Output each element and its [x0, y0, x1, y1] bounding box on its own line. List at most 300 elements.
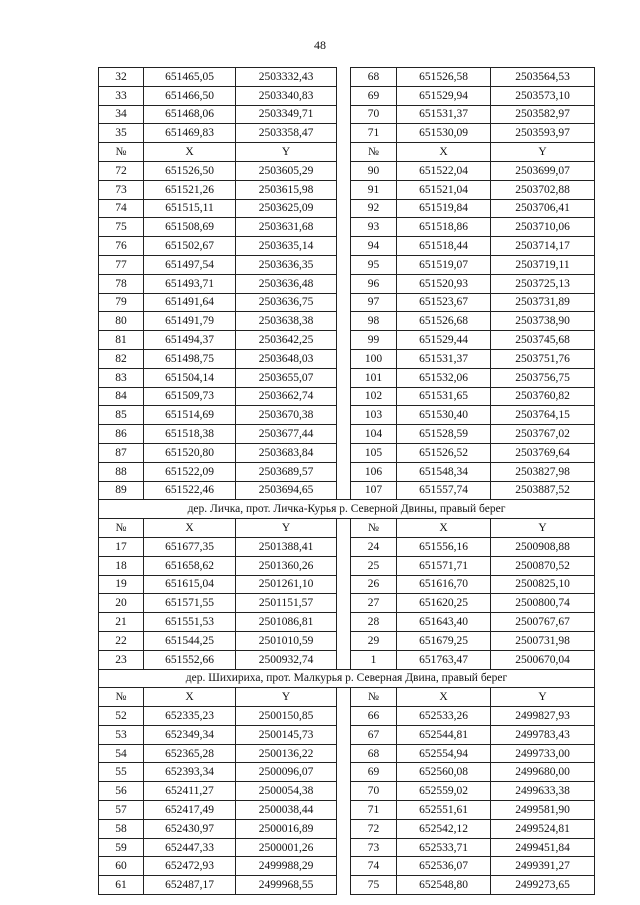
cell-right-y-coordinate: 2499733,00	[491, 744, 595, 763]
cell-right-y-coordinate: 2499391,27	[491, 857, 595, 876]
cell-right-y-coordinate: 2503706,41	[491, 199, 595, 218]
cell-right-y-coordinate: 2499633,38	[491, 782, 595, 801]
cell-right-point-number: 28	[351, 613, 397, 632]
cell-right-point-number: 97	[351, 293, 397, 312]
cell-left-y-coordinate: 2501261,10	[236, 575, 337, 594]
cell-left-y-coordinate: 2503670,38	[236, 406, 337, 425]
cell-left-x-coordinate: 652365,28	[144, 744, 236, 763]
cell-left-y-coordinate: 2500096,07	[236, 763, 337, 782]
cell-left-point-number: 79	[99, 293, 144, 312]
cell-right-x-coordinate: 651548,34	[397, 462, 491, 481]
cell-right-x-coordinate: 651557,74	[397, 481, 491, 500]
cell-right-y-coordinate: 2500767,67	[491, 613, 595, 632]
header-right-point-number: №	[351, 688, 397, 707]
cell-right-y-coordinate: 2503699,07	[491, 161, 595, 180]
cell-right-x-coordinate: 651530,09	[397, 124, 491, 143]
cell-right-y-coordinate: 2499451,84	[491, 838, 595, 857]
cell-right-point-number: 73	[351, 838, 397, 857]
column-gap	[337, 293, 351, 312]
cell-right-x-coordinate: 651763,47	[397, 650, 491, 669]
cell-right-y-coordinate: 2499783,43	[491, 725, 595, 744]
cell-right-y-coordinate: 2503593,97	[491, 124, 595, 143]
column-gap	[337, 161, 351, 180]
cell-right-y-coordinate: 2500870,52	[491, 556, 595, 575]
cell-right-y-coordinate: 2503827,98	[491, 462, 595, 481]
column-gap	[337, 68, 351, 87]
cell-right-x-coordinate: 651556,16	[397, 537, 491, 556]
cell-right-point-number: 98	[351, 312, 397, 331]
cell-right-y-coordinate: 2503745,68	[491, 331, 595, 350]
cell-left-y-coordinate: 2500150,85	[236, 707, 337, 726]
header-right-y-coordinate: Y	[491, 688, 595, 707]
cell-right-point-number: 105	[351, 443, 397, 462]
table-row	[99, 876, 595, 895]
header-right-point-number: №	[351, 519, 397, 538]
cell-right-y-coordinate: 2503764,15	[491, 406, 595, 425]
cell-left-y-coordinate: 2503605,29	[236, 161, 337, 180]
cell-left-point-number: 20	[99, 594, 144, 613]
cell-left-point-number: 22	[99, 631, 144, 650]
cell-right-x-coordinate: 652560,08	[397, 763, 491, 782]
cell-right-y-coordinate: 2499524,81	[491, 819, 595, 838]
cell-right-x-coordinate: 652536,07	[397, 857, 491, 876]
cell-left-y-coordinate: 2501086,81	[236, 613, 337, 632]
cell-left-y-coordinate: 2501010,59	[236, 631, 337, 650]
cell-right-y-coordinate: 2503714,17	[491, 237, 595, 256]
table-row	[99, 744, 595, 763]
table-row	[99, 556, 595, 575]
cell-right-point-number: 27	[351, 594, 397, 613]
cell-left-y-coordinate: 2503332,43	[236, 68, 337, 87]
section-title-row	[99, 500, 595, 519]
cell-left-point-number: 82	[99, 349, 144, 368]
cell-right-x-coordinate: 651679,25	[397, 631, 491, 650]
cell-right-x-coordinate: 651519,84	[397, 199, 491, 218]
column-gap	[337, 519, 351, 538]
table-row	[99, 707, 595, 726]
cell-right-x-coordinate: 652533,26	[397, 707, 491, 726]
header-left-y-coordinate: Y	[236, 519, 337, 538]
cell-left-point-number: 89	[99, 481, 144, 500]
cell-left-y-coordinate: 2500016,89	[236, 819, 337, 838]
cell-left-x-coordinate: 652447,33	[144, 838, 236, 857]
cell-left-point-number: 23	[99, 650, 144, 669]
cell-left-point-number: 73	[99, 180, 144, 199]
cell-right-point-number: 95	[351, 255, 397, 274]
header-left-y-coordinate: Y	[236, 143, 337, 162]
cell-left-point-number: 19	[99, 575, 144, 594]
cell-left-point-number: 83	[99, 368, 144, 387]
table-row	[99, 180, 595, 199]
section-title: дер. Личка, прот. Личка-Курья р. Северной Двины, правый берег	[99, 500, 595, 519]
cell-left-x-coordinate: 651504,14	[144, 368, 236, 387]
cell-left-x-coordinate: 651521,26	[144, 180, 236, 199]
cell-left-y-coordinate: 2500038,44	[236, 801, 337, 820]
table-row	[99, 293, 595, 312]
column-gap	[337, 199, 351, 218]
column-gap	[337, 443, 351, 462]
column-gap	[337, 876, 351, 895]
cell-left-point-number: 88	[99, 462, 144, 481]
table-row	[99, 594, 595, 613]
cell-left-x-coordinate: 651502,67	[144, 237, 236, 256]
header-row	[99, 688, 595, 707]
cell-left-x-coordinate: 651465,05	[144, 68, 236, 87]
cell-right-point-number: 26	[351, 575, 397, 594]
cell-left-point-number: 60	[99, 857, 144, 876]
cell-left-y-coordinate: 2500932,74	[236, 650, 337, 669]
cell-left-y-coordinate: 2503655,07	[236, 368, 337, 387]
table-row	[99, 199, 595, 218]
cell-left-x-coordinate: 652417,49	[144, 801, 236, 820]
cell-left-x-coordinate: 652335,23	[144, 707, 236, 726]
cell-right-x-coordinate: 651531,37	[397, 105, 491, 124]
cell-right-y-coordinate: 2499273,65	[491, 876, 595, 895]
cell-right-x-coordinate: 651643,40	[397, 613, 491, 632]
column-gap	[337, 594, 351, 613]
table-row	[99, 124, 595, 143]
cell-left-point-number: 72	[99, 161, 144, 180]
cell-right-x-coordinate: 651523,67	[397, 293, 491, 312]
column-gap	[337, 387, 351, 406]
cell-right-x-coordinate: 651522,04	[397, 161, 491, 180]
cell-right-point-number: 66	[351, 707, 397, 726]
cell-right-y-coordinate: 2503887,52	[491, 481, 595, 500]
column-gap	[337, 462, 351, 481]
cell-right-y-coordinate: 2500908,88	[491, 537, 595, 556]
header-left-x-coordinate: X	[144, 519, 236, 538]
cell-right-x-coordinate: 651616,70	[397, 575, 491, 594]
column-gap	[337, 763, 351, 782]
cell-left-y-coordinate: 2500136,22	[236, 744, 337, 763]
cell-right-point-number: 74	[351, 857, 397, 876]
table-row	[99, 387, 595, 406]
cell-left-x-coordinate: 652393,34	[144, 763, 236, 782]
column-gap	[337, 406, 351, 425]
cell-right-point-number: 24	[351, 537, 397, 556]
cell-right-y-coordinate: 2503702,88	[491, 180, 595, 199]
cell-left-y-coordinate: 2503615,98	[236, 180, 337, 199]
header-right-point-number: №	[351, 143, 397, 162]
cell-right-y-coordinate: 2500800,74	[491, 594, 595, 613]
cell-left-x-coordinate: 651497,54	[144, 255, 236, 274]
table-row	[99, 368, 595, 387]
cell-left-x-coordinate: 651551,53	[144, 613, 236, 632]
cell-right-point-number: 71	[351, 124, 397, 143]
cell-left-y-coordinate: 2501151,57	[236, 594, 337, 613]
table-row	[99, 575, 595, 594]
table-row	[99, 763, 595, 782]
cell-left-y-coordinate: 2503694,65	[236, 481, 337, 500]
cell-right-y-coordinate: 2503582,97	[491, 105, 595, 124]
column-gap	[337, 237, 351, 256]
cell-left-x-coordinate: 651469,83	[144, 124, 236, 143]
column-gap	[337, 255, 351, 274]
table-row	[99, 838, 595, 857]
header-right-y-coordinate: Y	[491, 519, 595, 538]
cell-left-point-number: 52	[99, 707, 144, 726]
cell-right-x-coordinate: 651519,07	[397, 255, 491, 274]
cell-right-point-number: 103	[351, 406, 397, 425]
cell-left-point-number: 77	[99, 255, 144, 274]
cell-left-x-coordinate: 651615,04	[144, 575, 236, 594]
table-row	[99, 406, 595, 425]
table-row	[99, 425, 595, 444]
column-gap	[337, 631, 351, 650]
column-gap	[337, 180, 351, 199]
cell-left-x-coordinate: 651518,38	[144, 425, 236, 444]
cell-left-x-coordinate: 651552,66	[144, 650, 236, 669]
column-gap	[337, 801, 351, 820]
table-row	[99, 801, 595, 820]
cell-right-x-coordinate: 651526,52	[397, 443, 491, 462]
cell-right-x-coordinate: 651620,25	[397, 594, 491, 613]
cell-right-point-number: 69	[351, 86, 397, 105]
header-right-x-coordinate: X	[397, 688, 491, 707]
cell-right-point-number: 69	[351, 763, 397, 782]
cell-left-x-coordinate: 651493,71	[144, 274, 236, 293]
cell-right-y-coordinate: 2503767,02	[491, 425, 595, 444]
cell-left-x-coordinate: 651522,09	[144, 462, 236, 481]
cell-right-point-number: 29	[351, 631, 397, 650]
cell-right-x-coordinate: 651520,93	[397, 274, 491, 293]
cell-right-y-coordinate: 2499581,90	[491, 801, 595, 820]
column-gap	[337, 650, 351, 669]
page-number: 48	[314, 38, 326, 52]
cell-left-y-coordinate: 2500145,73	[236, 725, 337, 744]
cell-right-x-coordinate: 652533,71	[397, 838, 491, 857]
column-gap	[337, 688, 351, 707]
header-right-x-coordinate: X	[397, 519, 491, 538]
header-row	[99, 143, 595, 162]
cell-right-point-number: 93	[351, 218, 397, 237]
cell-left-x-coordinate: 651677,35	[144, 537, 236, 556]
table-row	[99, 613, 595, 632]
cell-left-y-coordinate: 2503677,44	[236, 425, 337, 444]
cell-left-y-coordinate: 2503662,74	[236, 387, 337, 406]
header-right-y-coordinate: Y	[491, 143, 595, 162]
column-gap	[337, 331, 351, 350]
header-left-point-number: №	[99, 519, 144, 538]
column-gap	[337, 744, 351, 763]
cell-right-x-coordinate: 651529,94	[397, 86, 491, 105]
cell-left-x-coordinate: 651509,73	[144, 387, 236, 406]
cell-left-point-number: 53	[99, 725, 144, 744]
cell-right-x-coordinate: 652542,12	[397, 819, 491, 838]
cell-right-point-number: 72	[351, 819, 397, 838]
column-gap	[337, 312, 351, 331]
cell-left-y-coordinate: 2503349,71	[236, 105, 337, 124]
cell-right-y-coordinate: 2503756,75	[491, 368, 595, 387]
cell-right-point-number: 70	[351, 782, 397, 801]
column-gap	[337, 556, 351, 575]
cell-left-x-coordinate: 651658,62	[144, 556, 236, 575]
cell-right-x-coordinate: 652559,02	[397, 782, 491, 801]
cell-right-point-number: 107	[351, 481, 397, 500]
cell-left-point-number: 75	[99, 218, 144, 237]
cell-left-y-coordinate: 2499988,29	[236, 857, 337, 876]
cell-right-y-coordinate: 2503573,10	[491, 86, 595, 105]
cell-right-point-number: 94	[351, 237, 397, 256]
cell-left-point-number: 32	[99, 68, 144, 87]
cell-left-point-number: 81	[99, 331, 144, 350]
column-gap	[337, 105, 351, 124]
cell-right-point-number: 101	[351, 368, 397, 387]
column-gap	[337, 124, 351, 143]
cell-right-point-number: 106	[351, 462, 397, 481]
header-row	[99, 519, 595, 538]
column-gap	[337, 575, 351, 594]
cell-left-x-coordinate: 652411,27	[144, 782, 236, 801]
cell-right-x-coordinate: 651530,40	[397, 406, 491, 425]
cell-left-point-number: 76	[99, 237, 144, 256]
cell-left-point-number: 34	[99, 105, 144, 124]
cell-left-x-coordinate: 652349,34	[144, 725, 236, 744]
cell-left-point-number: 54	[99, 744, 144, 763]
cell-right-x-coordinate: 651531,37	[397, 349, 491, 368]
cell-right-point-number: 90	[351, 161, 397, 180]
cell-left-point-number: 78	[99, 274, 144, 293]
header-left-point-number: №	[99, 688, 144, 707]
cell-right-point-number: 100	[351, 349, 397, 368]
cell-left-y-coordinate: 2503358,47	[236, 124, 337, 143]
cell-left-y-coordinate: 2503689,57	[236, 462, 337, 481]
table-row	[99, 462, 595, 481]
cell-left-point-number: 18	[99, 556, 144, 575]
cell-left-y-coordinate: 2503648,03	[236, 349, 337, 368]
cell-left-point-number: 56	[99, 782, 144, 801]
column-gap	[337, 707, 351, 726]
cell-left-point-number: 61	[99, 876, 144, 895]
cell-left-x-coordinate: 651526,50	[144, 161, 236, 180]
cell-right-x-coordinate: 651532,06	[397, 368, 491, 387]
cell-left-point-number: 57	[99, 801, 144, 820]
table-row	[99, 537, 595, 556]
cell-right-y-coordinate: 2503751,76	[491, 349, 595, 368]
coordinates-table	[98, 67, 595, 895]
cell-right-point-number: 68	[351, 68, 397, 87]
cell-left-y-coordinate: 2503636,35	[236, 255, 337, 274]
table-row	[99, 312, 595, 331]
cell-right-y-coordinate: 2503564,53	[491, 68, 595, 87]
cell-right-y-coordinate: 2500825,10	[491, 575, 595, 594]
cell-left-x-coordinate: 651515,11	[144, 199, 236, 218]
cell-left-x-coordinate: 652430,97	[144, 819, 236, 838]
table-row	[99, 331, 595, 350]
cell-left-x-coordinate: 651494,37	[144, 331, 236, 350]
cell-right-x-coordinate: 651531,65	[397, 387, 491, 406]
header-left-x-coordinate: X	[144, 688, 236, 707]
cell-right-y-coordinate: 2503738,90	[491, 312, 595, 331]
table-row	[99, 631, 595, 650]
column-gap	[337, 481, 351, 500]
cell-left-y-coordinate: 2501388,41	[236, 537, 337, 556]
cell-right-x-coordinate: 652554,94	[397, 744, 491, 763]
column-gap	[337, 143, 351, 162]
cell-left-x-coordinate: 651508,69	[144, 218, 236, 237]
cell-left-x-coordinate: 651466,50	[144, 86, 236, 105]
header-left-x-coordinate: X	[144, 143, 236, 162]
column-gap	[337, 819, 351, 838]
cell-left-y-coordinate: 2501360,26	[236, 556, 337, 575]
column-gap	[337, 613, 351, 632]
cell-right-point-number: 99	[351, 331, 397, 350]
cell-left-y-coordinate: 2503638,38	[236, 312, 337, 331]
cell-right-y-coordinate: 2503769,64	[491, 443, 595, 462]
cell-right-point-number: 75	[351, 876, 397, 895]
cell-right-point-number: 102	[351, 387, 397, 406]
cell-left-x-coordinate: 652472,93	[144, 857, 236, 876]
cell-right-point-number: 67	[351, 725, 397, 744]
header-left-point-number: №	[99, 143, 144, 162]
table-row	[99, 86, 595, 105]
cell-left-y-coordinate: 2500001,26	[236, 838, 337, 857]
cell-right-point-number: 96	[351, 274, 397, 293]
cell-left-y-coordinate: 2503625,09	[236, 199, 337, 218]
cell-right-x-coordinate: 651518,44	[397, 237, 491, 256]
cell-right-x-coordinate: 651529,44	[397, 331, 491, 350]
cell-right-x-coordinate: 652544,81	[397, 725, 491, 744]
cell-left-x-coordinate: 651520,80	[144, 443, 236, 462]
section-title: дер. Шихириха, прот. Малкурья р. Северная Двина, правый берег	[99, 669, 595, 688]
column-gap	[337, 218, 351, 237]
cell-left-point-number: 80	[99, 312, 144, 331]
cell-right-point-number: 71	[351, 801, 397, 820]
cell-left-x-coordinate: 651514,69	[144, 406, 236, 425]
cell-right-point-number: 92	[351, 199, 397, 218]
cell-right-point-number: 70	[351, 105, 397, 124]
cell-right-x-coordinate: 651518,86	[397, 218, 491, 237]
cell-right-y-coordinate: 2500731,98	[491, 631, 595, 650]
cell-left-x-coordinate: 651468,06	[144, 105, 236, 124]
table-row	[99, 725, 595, 744]
cell-left-x-coordinate: 651544,25	[144, 631, 236, 650]
cell-left-x-coordinate: 651491,64	[144, 293, 236, 312]
table-row	[99, 237, 595, 256]
cell-left-x-coordinate: 651491,79	[144, 312, 236, 331]
column-gap	[337, 368, 351, 387]
column-gap	[337, 274, 351, 293]
table-row	[99, 255, 595, 274]
table-row	[99, 274, 595, 293]
column-gap	[337, 857, 351, 876]
column-gap	[337, 537, 351, 556]
cell-right-y-coordinate: 2499827,93	[491, 707, 595, 726]
section-title-row	[99, 669, 595, 688]
cell-right-y-coordinate: 2500670,04	[491, 650, 595, 669]
table-row	[99, 105, 595, 124]
cell-right-y-coordinate: 2503731,89	[491, 293, 595, 312]
cell-left-x-coordinate: 652487,17	[144, 876, 236, 895]
cell-left-y-coordinate: 2503340,83	[236, 86, 337, 105]
cell-right-y-coordinate: 2503719,11	[491, 255, 595, 274]
cell-left-point-number: 86	[99, 425, 144, 444]
cell-right-x-coordinate: 651528,59	[397, 425, 491, 444]
cell-left-point-number: 59	[99, 838, 144, 857]
table-row	[99, 218, 595, 237]
cell-left-point-number: 74	[99, 199, 144, 218]
cell-right-x-coordinate: 652551,61	[397, 801, 491, 820]
table-row	[99, 782, 595, 801]
cell-left-point-number: 33	[99, 86, 144, 105]
table-row	[99, 349, 595, 368]
cell-left-x-coordinate: 651522,46	[144, 481, 236, 500]
column-gap	[337, 782, 351, 801]
cell-left-point-number: 85	[99, 406, 144, 425]
table-row	[99, 857, 595, 876]
cell-left-y-coordinate: 2503636,75	[236, 293, 337, 312]
cell-left-y-coordinate: 2500054,38	[236, 782, 337, 801]
